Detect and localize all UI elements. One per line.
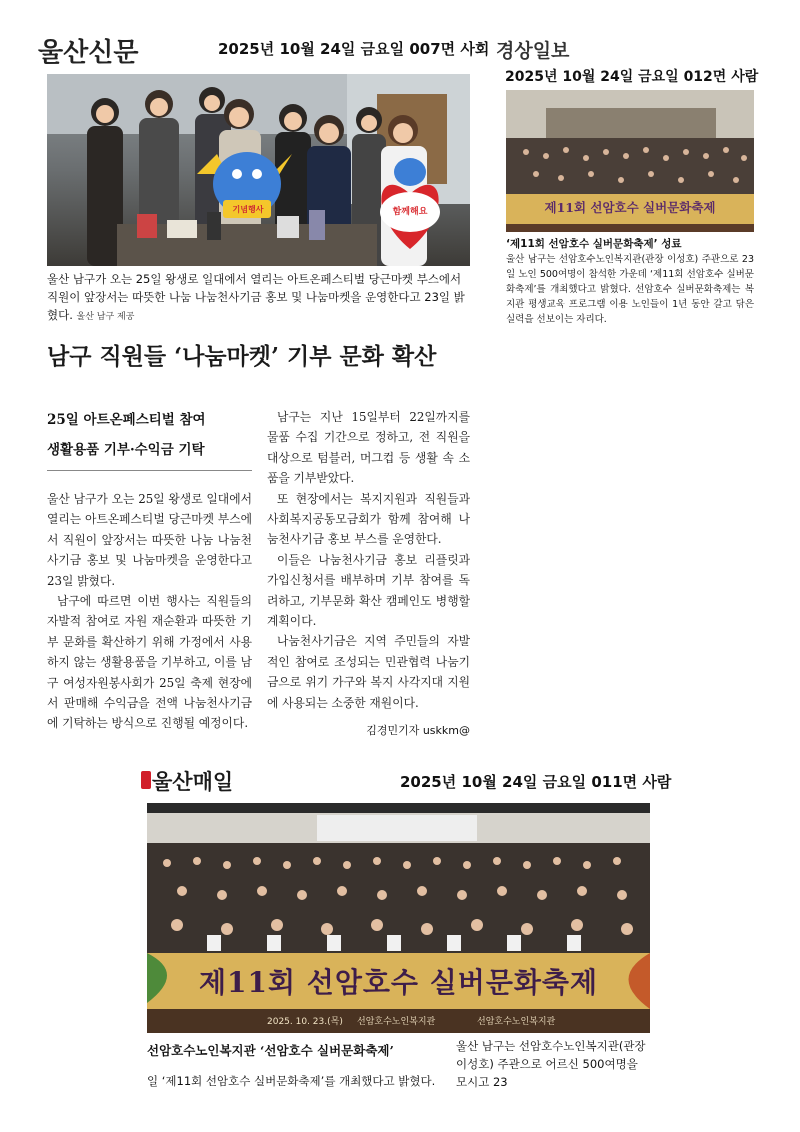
ulsan-sinmun-column-right	[267, 407, 470, 713]
subhead-rule	[47, 470, 252, 471]
ulsan-maeil-masthead: 울산매일	[152, 769, 234, 794]
body-paragraph: 이들은 나눔천사기금 홍보 리플릿과 가입신청서를 배부하며 기부 참여를 독려하고, 기부문화 확산 캠페인도 병행할 계획이다.	[267, 552, 470, 629]
ulsan-maeil-banner-place: 선암호수노인복지관	[357, 1017, 436, 1027]
gyeongsang-dateline: 2025년 10월 24일 금요일 012면 사람	[505, 69, 759, 85]
ulsan-sinmun-headline: 남구 직원들 ‘나눔마켓’ 기부 문화 확산	[47, 343, 437, 370]
ulsan-sinmun-subhead-2: 생활용품 기부·수익금 기탁	[47, 442, 205, 458]
ulsan-sinmun-photo-credit: 울산 남구 제공	[76, 312, 135, 322]
body-paragraph: 울산 남구가 오는 25일 왕생로 일대에서 열리는 아트온페스티벌 당근마켓 부스에서 직원이 앞장서는 따뜻한 나눔 나눔천사기금 홍보 및 나눔마켓을 운영한다고 23일 밝혔다.	[47, 492, 252, 588]
ulsan-sinmun-photo-scene	[47, 74, 470, 266]
gyeongsang-caption-title: ‘제11회 선암호수 실버문화축제’ 성료	[506, 238, 682, 250]
body-paragraph: 남구는 지난 15일부터 22일까지를 물품 수집 기간으로 정하고, 전 직원을 대상으로 텀블러, 머그컵 등 생활 속 소품을 기부받았다.	[267, 410, 470, 486]
ulsan-maeil-banner-date: 2025. 10. 23.(목)	[267, 1017, 343, 1027]
ulsan-maeil-dateline: 2025년 10월 24일 금요일 011면 사람	[400, 773, 672, 791]
gyeongsang-photo	[506, 90, 754, 232]
ulsan-sinmun-subhead-1: 25일 아트온페스티벌 참여	[47, 412, 206, 428]
heart-sign-label: 함께해요	[392, 207, 428, 217]
ulsan-sinmun-caption-text: 울산 남구가 오는 25일 왕생로 일대에서 열리는 아트온페스티벌 당근마켓 부스에서 직원이 앞장서는 따뜻한 나눔 나눔천사기금 홍보 및 나눔마켓을 운영한다고 23일 밝혔다.	[47, 272, 465, 322]
ulsan-maeil-banner-host: 선암호수노인복지관	[477, 1017, 556, 1027]
ulsan-maeil-logo-mark	[141, 771, 151, 789]
ulsan-maeil-caption-title: 선암호수노인복지관 ‘선암호수 실버문화축제’	[147, 1043, 394, 1058]
body-paragraph: 또 현장에서는 복지지원과 직원들과 사회복지공동모금회가 함께 참여해 나눔천사기금 홍보 부스를 운영한다.	[267, 491, 470, 547]
gyeongsang-banner: 제11회 선암호수 실버문화축제	[544, 200, 716, 215]
ulsan-maeil-photo	[147, 803, 650, 1033]
ulsan-maeil-caption-right: 울산 남구는 선암호수노인복지관(관장 이성호) 주관으로 어르신 500여명을 모시고 23	[456, 1039, 646, 1089]
ulsan-sinmun-photo-caption	[47, 270, 470, 326]
gyeongsang-caption-body: 울산 남구는 선암호수노인복지관(관장 이성호) 주관으로 23일 노인 500여명이 참석한 가운데 ‘제11회 선암호수 실버문화축제’를 개최했다고 밝혔다. 선암호수 실버문화축제는 복지관 평생교육 프로그램 이용 노인들이 1년 동안 갈고 닦은 실력을 선보이는 자리다.	[506, 254, 754, 325]
ulsan-sinmun-photo	[47, 74, 470, 266]
ulsan-maeil-banner: 제11회 선암호수 실버문화축제	[198, 966, 599, 999]
body-paragraph: 나눔천사기금은 지역 주민들의 자발적인 참여로 조성되는 민관협력 나눔기금으로 위기 가구와 복지 사각지대 지원에 사용되는 소중한 재원이다.	[267, 634, 470, 710]
ulsan-sinmun-masthead: 울산신문	[38, 38, 139, 68]
ulsan-sinmun-byline: 김경민기자 uskkm@	[366, 724, 470, 737]
ulsan-sinmun-dateline: 2025년 10월 24일 금요일 007면 사회	[218, 40, 490, 58]
body-paragraph: 남구에 따르면 이번 행사는 직원들의 자발적 참여로 자원 재순환과 따뜻한 기부 문화를 확산하기 위해 가정에서 사용하지 않는 생활용품을 기부하고, 이를 남구 여성자원봉사회가 25일 축제 현장에서 판매해 수익금을 전액 나눔천사기금에 기탁하는 방식으로 진행될 예정이다.	[47, 594, 252, 731]
ulsan-sinmun-column-left	[47, 489, 252, 734]
gyeongsang-masthead: 경상일보	[496, 40, 570, 62]
mascot-sign-label: 기념행사	[232, 205, 264, 214]
ulsan-maeil-caption-bottom: 일 ‘제11회 선암호수 실버문화축제’를 개최했다고 밝혔다.	[147, 1074, 436, 1088]
